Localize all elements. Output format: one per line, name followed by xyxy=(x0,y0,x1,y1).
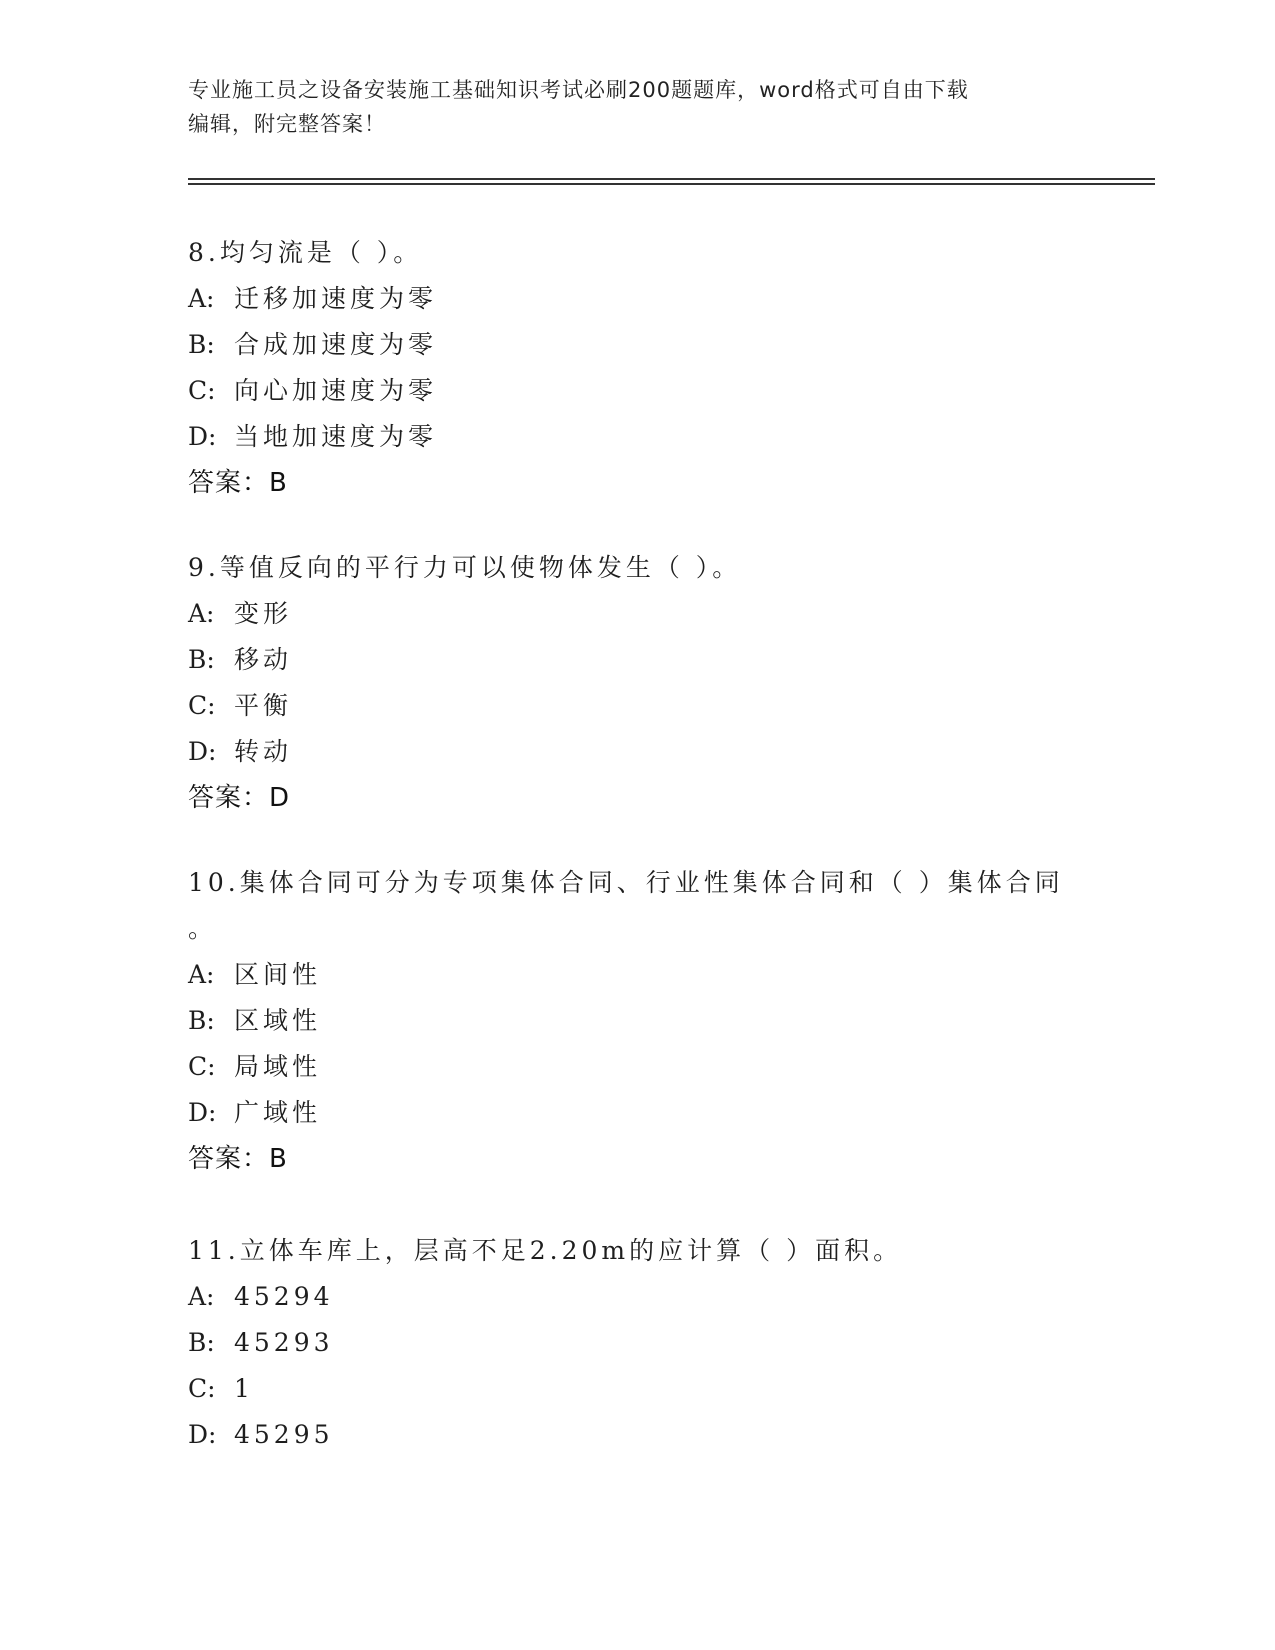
option-label: C: xyxy=(188,691,216,720)
question-8 xyxy=(188,230,1088,506)
option-label: D: xyxy=(188,1420,217,1449)
option-b xyxy=(188,1320,1088,1366)
question-stem-line-2: 。 xyxy=(188,914,218,943)
option-label: C: xyxy=(188,1052,216,1081)
option-text: 45294 xyxy=(234,1282,334,1311)
header-divider-bottom xyxy=(188,183,1155,185)
question-stem: 11.立体车库上，层高不足2.20m的应计算（ ）面积。 xyxy=(188,1236,903,1265)
header-line-2: 编辑，附完整答案！ xyxy=(188,112,386,136)
option-text: 向心加速度为零 xyxy=(234,376,438,405)
option-label: C: xyxy=(188,376,216,405)
option-d xyxy=(188,414,1088,460)
option-label: D: xyxy=(188,1098,217,1127)
option-c xyxy=(188,1366,1088,1412)
question-10 xyxy=(188,860,1088,1182)
option-d xyxy=(188,1412,1088,1458)
option-c xyxy=(188,683,1088,729)
header-divider-top xyxy=(188,178,1155,180)
option-label: A: xyxy=(188,284,215,313)
answer: 答案：B xyxy=(188,468,288,498)
option-text: 45295 xyxy=(234,1420,334,1449)
option-text: 当地加速度为零 xyxy=(234,422,438,451)
option-label: D: xyxy=(188,737,217,766)
option-label: A: xyxy=(188,960,215,989)
option-label: B: xyxy=(188,1006,215,1035)
option-text: 移动 xyxy=(234,645,293,674)
option-b xyxy=(188,637,1088,683)
option-label: B: xyxy=(188,1328,215,1357)
option-label: C: xyxy=(188,1374,216,1403)
option-text: 局域性 xyxy=(234,1052,322,1081)
option-text: 变形 xyxy=(234,599,293,628)
option-text: 1 xyxy=(234,1374,254,1403)
option-c xyxy=(188,1044,1088,1090)
option-text: 迁移加速度为零 xyxy=(234,284,438,313)
option-text: 广域性 xyxy=(234,1098,322,1127)
question-stem xyxy=(188,860,1088,952)
option-c xyxy=(188,368,1088,414)
option-label: A: xyxy=(188,1282,215,1311)
header-line-1: 专业施工员之设备安装施工基础知识考试必刷200题题库，word格式可自由下载 xyxy=(188,78,969,102)
question-stem: 8.均匀流是（ ）。 xyxy=(188,238,423,267)
option-a xyxy=(188,1274,1088,1320)
question-stem-line-1: 10.集体合同可分为专项集体合同、行业性集体合同和（ ）集体合同 xyxy=(188,868,1064,897)
option-b xyxy=(188,998,1088,1044)
option-d xyxy=(188,729,1088,775)
option-label: D: xyxy=(188,422,217,451)
option-text: 合成加速度为零 xyxy=(234,330,438,359)
question-11 xyxy=(188,1228,1088,1458)
option-b xyxy=(188,322,1088,368)
document-header xyxy=(188,73,1068,141)
option-a xyxy=(188,952,1088,998)
answer: 答案：B xyxy=(188,1144,288,1174)
option-text: 区间性 xyxy=(234,960,322,989)
option-a xyxy=(188,591,1088,637)
option-a xyxy=(188,276,1088,322)
option-label: B: xyxy=(188,330,215,359)
question-9 xyxy=(188,545,1088,821)
question-stem: 9.等值反向的平行力可以使物体发生（ ）。 xyxy=(188,553,742,582)
option-text: 区域性 xyxy=(234,1006,322,1035)
option-text: 45293 xyxy=(234,1328,334,1357)
option-label: A: xyxy=(188,599,215,628)
option-text: 平衡 xyxy=(234,691,293,720)
option-d xyxy=(188,1090,1088,1136)
answer: 答案：D xyxy=(188,783,291,813)
option-text: 转动 xyxy=(234,737,293,766)
option-label: B: xyxy=(188,645,215,674)
